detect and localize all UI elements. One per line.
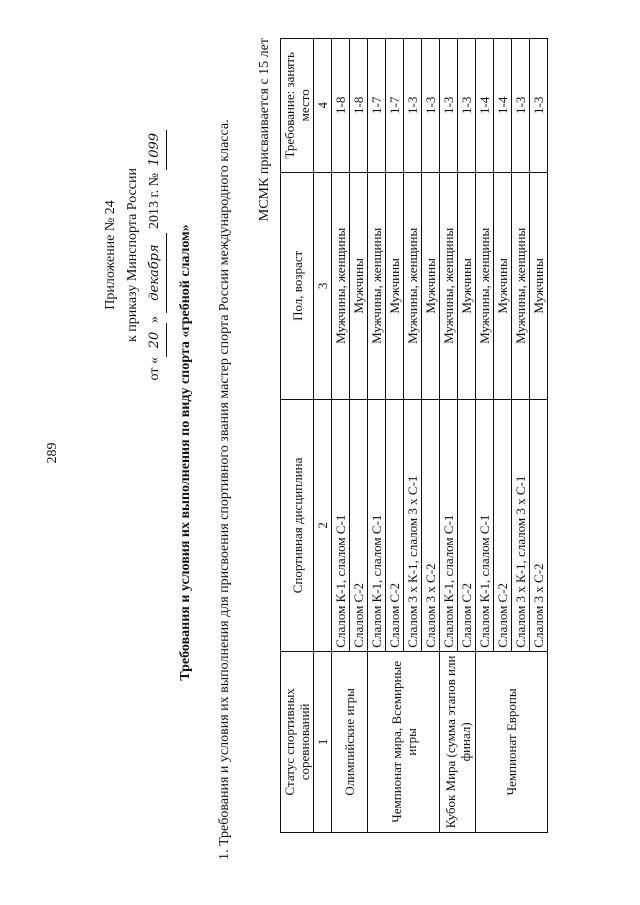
place-cell: 1-3 (458, 39, 476, 173)
discipline-cell: Слалом 3 х С-2 (422, 400, 440, 652)
gender-cell: Мужчины, женщины (512, 172, 530, 400)
handwritten-order-number: 1099 (144, 130, 167, 170)
place-cell: 1-3 (530, 39, 548, 173)
table-row (476, 39, 494, 833)
place-cell: 1-3 (404, 39, 422, 173)
gender-cell: Мужчины, женщины (476, 172, 494, 400)
discipline-cell: Слалом С-2 (386, 400, 404, 652)
date-mid: » (147, 316, 162, 324)
column-number: 2 (314, 400, 332, 652)
table-row (332, 39, 350, 833)
place-cell: 1-3 (512, 39, 530, 173)
gender-cell: Мужчины (458, 172, 476, 400)
discipline-cell: Слалом К-1, слалом С-1 (368, 400, 386, 652)
date-year: 2013 г. № (147, 173, 162, 230)
table-row (440, 39, 458, 833)
header-discipline: Спортивная дисциплина (281, 400, 314, 652)
place-cell: 1-7 (386, 39, 404, 173)
discipline-cell: Слалом 3 х С-2 (530, 400, 548, 652)
place-cell: 1-3 (440, 39, 458, 173)
page-number: 289 (45, 442, 60, 464)
discipline-cell: Слалом 3 х К-1, слалом 3 х С-1 (404, 400, 422, 652)
gender-cell: Мужчины, женщины (368, 172, 386, 400)
discipline-cell: Слалом С-2 (350, 400, 368, 652)
gender-cell: Мужчины, женщины (404, 172, 422, 400)
place-cell: 1-7 (368, 39, 386, 173)
column-number-row (314, 39, 332, 833)
handwritten-day: 20 (144, 323, 167, 357)
document-title: Требования и условия их выполнения по виду спорта «гребной слалом» (178, 224, 193, 681)
gender-cell: Мужчины (386, 172, 404, 400)
discipline-cell: Слалом 3 х К-1, слалом 3 х С-1 (512, 400, 530, 652)
status-cell: Кубок Мира (сумма этапов или финал) (440, 651, 476, 832)
gender-cell: Мужчины (530, 172, 548, 400)
discipline-cell: Слалом К-1, слалом С-1 (332, 400, 350, 652)
appendix-date-line (144, 55, 167, 455)
gender-cell: Мужчины (350, 172, 368, 400)
discipline-cell: Слалом С-2 (458, 400, 476, 652)
place-cell: 1-4 (476, 39, 494, 173)
gender-cell: Мужчины (494, 172, 512, 400)
place-cell: 1-3 (422, 39, 440, 173)
discipline-cell: Слалом К-1, слалом С-1 (476, 400, 494, 652)
column-number: 1 (314, 651, 332, 832)
table-header-row (281, 39, 314, 833)
status-cell: Олимпийские игры (332, 651, 368, 832)
gender-cell: Мужчины (422, 172, 440, 400)
header-place: Требование: занять место (281, 39, 314, 173)
status-cell: Чемпионат мира, Всемирные игры (368, 651, 440, 832)
column-number: 4 (314, 39, 332, 173)
date-prefix: от « (147, 357, 162, 381)
rank-age-note: МСМК присваивается с 15 лет (257, 38, 272, 222)
place-cell: 1-4 (494, 39, 512, 173)
handwritten-month: декабря (144, 233, 167, 313)
gender-cell: Мужчины, женщины (440, 172, 458, 400)
section-title: 1. Требования и условия их выполнения для присвоения спортивного звания мастер спорта России международного класса. (217, 119, 232, 860)
column-number: 3 (314, 172, 332, 400)
place-cell: 1-8 (332, 39, 350, 173)
place-cell: 1-8 (350, 39, 368, 173)
header-status: Статус спортивных соревнований (281, 651, 314, 832)
appendix-header (100, 55, 167, 455)
status-cell: Чемпионат Европы (476, 651, 548, 832)
table-row (368, 39, 386, 833)
discipline-cell: Слалом К-1, слалом С-1 (440, 400, 458, 652)
gender-cell: Мужчины, женщины (332, 172, 350, 400)
appendix-order-line: к приказу Минспорта России (125, 168, 140, 342)
discipline-cell: Слалом С-2 (494, 400, 512, 652)
requirements-table (280, 38, 548, 833)
appendix-title: Приложение № 24 (103, 200, 118, 310)
header-gender-age: Пол, возраст (281, 172, 314, 400)
